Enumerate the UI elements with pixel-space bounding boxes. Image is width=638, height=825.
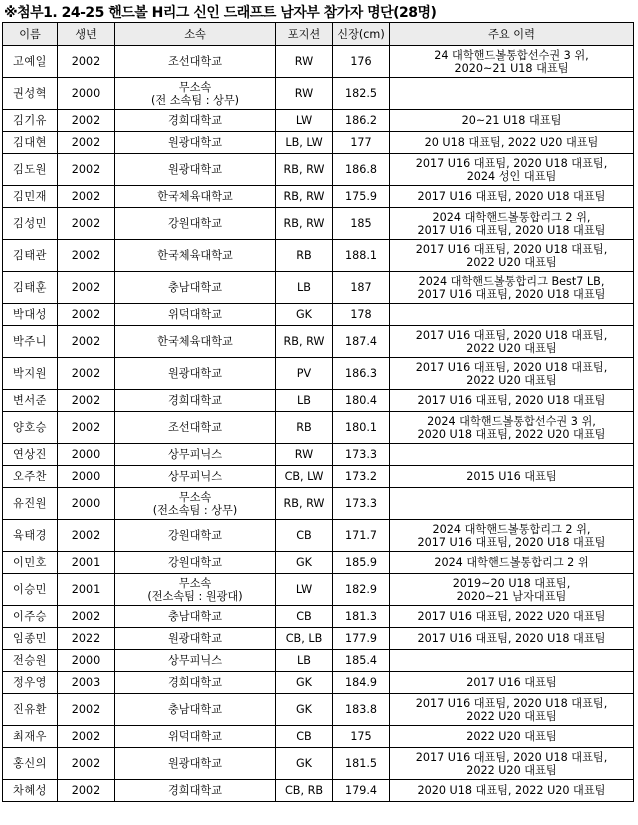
cell-height: 184.9 <box>333 672 390 694</box>
cell-position: RB, RW <box>276 154 333 186</box>
cell-birth-year: 2022 <box>58 628 115 650</box>
cell-height: 171.7 <box>333 520 390 552</box>
history-line: 2022 U20 대표팀 <box>466 255 557 269</box>
history-line: 2020~21 U18 대표팀 <box>454 61 569 75</box>
team-line: 강원대학교 <box>167 529 223 542</box>
cell-birth-year: 2002 <box>58 304 115 326</box>
cell-height: 186.8 <box>333 154 390 186</box>
cell-birth-year: 2003 <box>58 672 115 694</box>
cell-name: 이민호 <box>3 552 58 574</box>
cell-name: 김기유 <box>3 110 58 132</box>
cell-history <box>390 272 634 304</box>
cell-position: CB <box>276 726 333 748</box>
cell-name: 박주니 <box>3 326 58 358</box>
team-line: (전소속팀 : 원광대) <box>147 589 243 603</box>
team-line: 무소속 <box>178 576 212 590</box>
cell-name: 전승원 <box>3 650 58 672</box>
table-row <box>3 694 634 726</box>
cell-history <box>390 488 634 520</box>
cell-name: 이승민 <box>3 574 58 606</box>
cell-position: LW <box>276 574 333 606</box>
header-position: 포지션 <box>276 23 333 46</box>
cell-name: 진유환 <box>3 694 58 726</box>
cell-history <box>390 520 634 552</box>
history-line: 2017 U16 대표팀, 2020 U18 대표팀 <box>417 632 606 645</box>
cell-name: 양호승 <box>3 412 58 444</box>
cell-team <box>115 186 276 208</box>
history-line: 20 U18 대표팀, 2022 U20 대표팀 <box>424 136 599 149</box>
table-row <box>3 650 634 672</box>
table-row <box>3 154 634 186</box>
cell-birth-year: 2002 <box>58 726 115 748</box>
cell-name: 박지원 <box>3 358 58 390</box>
cell-birth-year: 2002 <box>58 520 115 552</box>
cell-team <box>115 390 276 412</box>
table-row <box>3 132 634 154</box>
cell-position: GK <box>276 552 333 574</box>
cell-position: CB <box>276 520 333 552</box>
cell-birth-year: 2002 <box>58 46 115 78</box>
cell-birth-year: 2000 <box>58 488 115 520</box>
team-line: 경희대학교 <box>167 784 223 797</box>
cell-team <box>115 444 276 466</box>
history-line: 2017 U16 대표팀, 2020 U18 대표팀 <box>417 535 606 549</box>
cell-height: 187.4 <box>333 326 390 358</box>
cell-position: GK <box>276 748 333 780</box>
cell-team <box>115 672 276 694</box>
header-team: 소속 <box>115 23 276 46</box>
cell-birth-year: 2002 <box>58 240 115 272</box>
cell-history <box>390 412 634 444</box>
cell-position: GK <box>276 672 333 694</box>
cell-name: 김성민 <box>3 208 58 240</box>
history-line: 2024 대학핸드볼통합선수권 3 위, <box>427 414 596 428</box>
team-line: 조선대학교 <box>167 55 223 68</box>
history-line: 2017 U16 대표팀, 2022 U20 대표팀 <box>417 610 606 623</box>
table-row <box>3 110 634 132</box>
cell-position: LB, LW <box>276 132 333 154</box>
team-line: 한국체육대학교 <box>157 249 233 262</box>
history-line: 20~21 U18 대표팀 <box>461 114 562 127</box>
team-line: 위덕대학교 <box>167 308 223 321</box>
cell-position: CB, LB <box>276 628 333 650</box>
table-row <box>3 552 634 574</box>
cell-history <box>390 672 634 694</box>
cell-position: LW <box>276 110 333 132</box>
history-line: 2020 U18 대표팀, 2022 U20 대표팀 <box>417 427 606 441</box>
cell-height: 173.3 <box>333 488 390 520</box>
table-row <box>3 326 634 358</box>
team-line: 충남대학교 <box>167 610 223 623</box>
history-line: 2024 대학핸드볼통합리그 2 위, <box>432 522 591 536</box>
cell-history <box>390 390 634 412</box>
cell-position: RB, RW <box>276 488 333 520</box>
cell-history <box>390 780 634 802</box>
cell-history <box>390 628 634 650</box>
cell-height: 173.3 <box>333 444 390 466</box>
cell-height: 177.9 <box>333 628 390 650</box>
cell-team <box>115 46 276 78</box>
cell-height: 182.9 <box>333 574 390 606</box>
cell-history <box>390 154 634 186</box>
cell-team <box>115 78 276 110</box>
cell-height: 188.1 <box>333 240 390 272</box>
cell-birth-year: 2001 <box>58 552 115 574</box>
cell-position: PV <box>276 358 333 390</box>
cell-birth-year: 2000 <box>58 466 115 488</box>
table-row <box>3 304 634 326</box>
team-line: 원광대학교 <box>167 163 223 176</box>
cell-height: 178 <box>333 304 390 326</box>
team-line: 조선대학교 <box>167 421 223 434</box>
cell-history <box>390 46 634 78</box>
table-row <box>3 628 634 650</box>
history-line: 24 대학핸드볼통합선수권 3 위, <box>434 48 589 62</box>
team-line: 경희대학교 <box>167 394 223 407</box>
cell-height: 181.5 <box>333 748 390 780</box>
history-line: 2017 U16 대표팀, 2020 U18 대표팀 <box>417 394 606 407</box>
team-line: 무소속 <box>178 80 212 94</box>
team-line: 강원대학교 <box>167 217 223 230</box>
cell-height: 179.4 <box>333 780 390 802</box>
history-line: 2015 U16 대표팀 <box>466 470 557 483</box>
cell-position: GK <box>276 304 333 326</box>
cell-position: RW <box>276 78 333 110</box>
cell-birth-year: 2000 <box>58 78 115 110</box>
cell-history <box>390 304 634 326</box>
cell-birth-year: 2002 <box>58 208 115 240</box>
cell-team <box>115 358 276 390</box>
history-line: 2024 대학핸드볼통합리그 2 위 <box>434 556 589 569</box>
table-row <box>3 390 634 412</box>
cell-history <box>390 650 634 672</box>
cell-name: 연상진 <box>3 444 58 466</box>
cell-position: CB, LW <box>276 466 333 488</box>
cell-history <box>390 466 634 488</box>
cell-birth-year: 2002 <box>58 326 115 358</box>
team-line: 한국체육대학교 <box>157 190 233 203</box>
cell-name: 이주승 <box>3 606 58 628</box>
cell-name: 변서준 <box>3 390 58 412</box>
history-line: 2022 U20 대표팀 <box>466 341 557 355</box>
team-line: 충남대학교 <box>167 281 223 294</box>
history-line: 2024 대학핸드볼통합리그 2 위, <box>432 210 591 224</box>
history-line: 2017 U16 대표팀, 2020 U18 대표팀, <box>415 750 608 764</box>
table-row <box>3 520 634 552</box>
cell-team <box>115 552 276 574</box>
cell-history <box>390 358 634 390</box>
cell-birth-year: 2002 <box>58 272 115 304</box>
cell-team <box>115 412 276 444</box>
team-line: 경희대학교 <box>167 114 223 127</box>
cell-position: LB <box>276 272 333 304</box>
cell-height: 176 <box>333 46 390 78</box>
cell-birth-year: 2002 <box>58 780 115 802</box>
cell-birth-year: 2000 <box>58 650 115 672</box>
history-line: 2020~21 남자대표팀 <box>456 589 567 603</box>
cell-birth-year: 2002 <box>58 412 115 444</box>
cell-name: 최재우 <box>3 726 58 748</box>
cell-team <box>115 154 276 186</box>
team-line: 원광대학교 <box>167 757 223 770</box>
cell-birth-year: 2002 <box>58 186 115 208</box>
header-name: 이름 <box>3 23 58 46</box>
cell-height: 177 <box>333 132 390 154</box>
cell-position: CB <box>276 606 333 628</box>
cell-team <box>115 606 276 628</box>
cell-position: LB <box>276 390 333 412</box>
table-row <box>3 240 634 272</box>
table-row <box>3 46 634 78</box>
table-row <box>3 208 634 240</box>
cell-position: RB, RW <box>276 326 333 358</box>
cell-position: RB, RW <box>276 208 333 240</box>
history-line: 2017 U16 대표팀, 2020 U18 대표팀, <box>415 360 608 374</box>
team-line: 한국체육대학교 <box>157 335 233 348</box>
table-row <box>3 748 634 780</box>
team-line: 상무피닉스 <box>167 654 223 667</box>
history-line: 2017 U16 대표팀, 2020 U18 대표팀, <box>415 156 608 170</box>
team-line: 원광대학교 <box>167 632 223 645</box>
history-line: 2017 U16 대표팀, 2020 U18 대표팀, <box>415 242 608 256</box>
cell-name: 고예일 <box>3 46 58 78</box>
cell-name: 김태훈 <box>3 272 58 304</box>
history-line: 2022 U20 대표팀 <box>466 709 557 723</box>
cell-team <box>115 780 276 802</box>
cell-team <box>115 628 276 650</box>
cell-team <box>115 650 276 672</box>
team-line: 원광대학교 <box>167 136 223 149</box>
cell-position: RW <box>276 46 333 78</box>
cell-name: 김민재 <box>3 186 58 208</box>
cell-team <box>115 520 276 552</box>
cell-height: 181.3 <box>333 606 390 628</box>
history-line: 2020 U18 대표팀, 2022 U20 대표팀 <box>417 784 606 797</box>
header-history: 주요 이력 <box>390 23 634 46</box>
cell-height: 187 <box>333 272 390 304</box>
cell-height: 186.2 <box>333 110 390 132</box>
table-row <box>3 780 634 802</box>
cell-name: 오주찬 <box>3 466 58 488</box>
cell-birth-year: 2002 <box>58 606 115 628</box>
team-line: 경희대학교 <box>167 676 223 689</box>
header-row <box>3 23 634 46</box>
history-line: 2022 U20 대표팀 <box>466 763 557 777</box>
cell-team <box>115 488 276 520</box>
cell-history <box>390 186 634 208</box>
table-row <box>3 672 634 694</box>
team-line: 충남대학교 <box>167 703 223 716</box>
cell-birth-year: 2001 <box>58 574 115 606</box>
cell-name: 유진원 <box>3 488 58 520</box>
cell-position: RW <box>276 444 333 466</box>
cell-name: 김태관 <box>3 240 58 272</box>
cell-height: 173.2 <box>333 466 390 488</box>
cell-team <box>115 726 276 748</box>
cell-team <box>115 110 276 132</box>
history-line: 2017 U16 대표팀, 2020 U18 대표팀 <box>417 223 606 237</box>
cell-height: 185 <box>333 208 390 240</box>
cell-history <box>390 606 634 628</box>
cell-name: 김대현 <box>3 132 58 154</box>
team-line: 무소속 <box>178 490 212 504</box>
table-row <box>3 78 634 110</box>
team-line: 원광대학교 <box>167 367 223 380</box>
cell-birth-year: 2002 <box>58 694 115 726</box>
table-body <box>3 46 634 802</box>
cell-height: 180.4 <box>333 390 390 412</box>
cell-height: 185.4 <box>333 650 390 672</box>
cell-birth-year: 2002 <box>58 748 115 780</box>
participants-table <box>2 22 634 802</box>
cell-height: 182.5 <box>333 78 390 110</box>
cell-history <box>390 694 634 726</box>
history-line: 2019~20 U18 대표팀, <box>452 576 571 590</box>
cell-position: GK <box>276 694 333 726</box>
cell-birth-year: 2002 <box>58 154 115 186</box>
cell-history <box>390 78 634 110</box>
cell-history <box>390 444 634 466</box>
history-line: 2024 대학핸드볼통합리그 Best7 LB, <box>418 274 605 288</box>
team-line: 위덕대학교 <box>167 730 223 743</box>
cell-birth-year: 2002 <box>58 110 115 132</box>
team-line: 상무피닉스 <box>167 448 223 461</box>
team-line: (전소속팀 : 상무) <box>152 503 238 517</box>
cell-birth-year: 2000 <box>58 444 115 466</box>
cell-team <box>115 304 276 326</box>
cell-birth-year: 2002 <box>58 390 115 412</box>
cell-history <box>390 748 634 780</box>
cell-history <box>390 110 634 132</box>
table-row <box>3 466 634 488</box>
cell-name: 박대성 <box>3 304 58 326</box>
cell-team <box>115 272 276 304</box>
cell-history <box>390 240 634 272</box>
team-line: 강원대학교 <box>167 556 223 569</box>
cell-height: 180.1 <box>333 412 390 444</box>
history-line: 2017 U16 대표팀 <box>466 676 557 689</box>
cell-team <box>115 240 276 272</box>
team-line: 상무피닉스 <box>167 470 223 483</box>
cell-position: LB <box>276 650 333 672</box>
cell-position: RB, RW <box>276 186 333 208</box>
cell-name: 임종민 <box>3 628 58 650</box>
cell-name: 차혜성 <box>3 780 58 802</box>
table-row <box>3 488 634 520</box>
cell-team <box>115 132 276 154</box>
table-row <box>3 574 634 606</box>
table-row <box>3 412 634 444</box>
cell-name: 권성혁 <box>3 78 58 110</box>
cell-team <box>115 748 276 780</box>
team-line: (전 소속팀 : 상무) <box>150 93 239 107</box>
cell-height: 183.8 <box>333 694 390 726</box>
cell-history <box>390 208 634 240</box>
cell-height: 175 <box>333 726 390 748</box>
cell-position: CB, RB <box>276 780 333 802</box>
cell-team <box>115 694 276 726</box>
header-birth-year: 생년 <box>58 23 115 46</box>
cell-history <box>390 726 634 748</box>
history-line: 2017 U16 대표팀, 2020 U18 대표팀 <box>417 190 606 203</box>
history-line: 2022 U20 대표팀 <box>466 730 557 743</box>
cell-birth-year: 2002 <box>58 358 115 390</box>
history-line: 2017 U16 대표팀, 2020 U18 대표팀, <box>415 328 608 342</box>
cell-height: 186.3 <box>333 358 390 390</box>
cell-name: 홍신의 <box>3 748 58 780</box>
history-line: 2017 U16 대표팀, 2020 U18 대표팀, <box>415 696 608 710</box>
cell-height: 185.9 <box>333 552 390 574</box>
table-row <box>3 726 634 748</box>
cell-birth-year: 2002 <box>58 132 115 154</box>
cell-height: 175.9 <box>333 186 390 208</box>
cell-team <box>115 466 276 488</box>
table-row <box>3 272 634 304</box>
cell-name: 김도원 <box>3 154 58 186</box>
table-row <box>3 606 634 628</box>
cell-name: 육태경 <box>3 520 58 552</box>
history-line: 2024 성인 대표팀 <box>466 169 557 183</box>
cell-position: RB <box>276 412 333 444</box>
cell-history <box>390 132 634 154</box>
cell-name: 정우영 <box>3 672 58 694</box>
table-row <box>3 358 634 390</box>
cell-position: RB <box>276 240 333 272</box>
table-row <box>3 444 634 466</box>
cell-team <box>115 574 276 606</box>
history-line: 2022 U20 대표팀 <box>466 373 557 387</box>
table-row <box>3 186 634 208</box>
header-height: 신장(cm) <box>333 23 390 46</box>
cell-history <box>390 326 634 358</box>
cell-team <box>115 326 276 358</box>
history-line: 2017 U16 대표팀, 2020 U18 대표팀 <box>417 287 606 301</box>
cell-history <box>390 552 634 574</box>
document-title: ※첨부1. 24-25 핸드볼 H리그 신인 드래프트 남자부 참가자 명단(28명) <box>4 5 437 21</box>
cell-team <box>115 208 276 240</box>
cell-history <box>390 574 634 606</box>
